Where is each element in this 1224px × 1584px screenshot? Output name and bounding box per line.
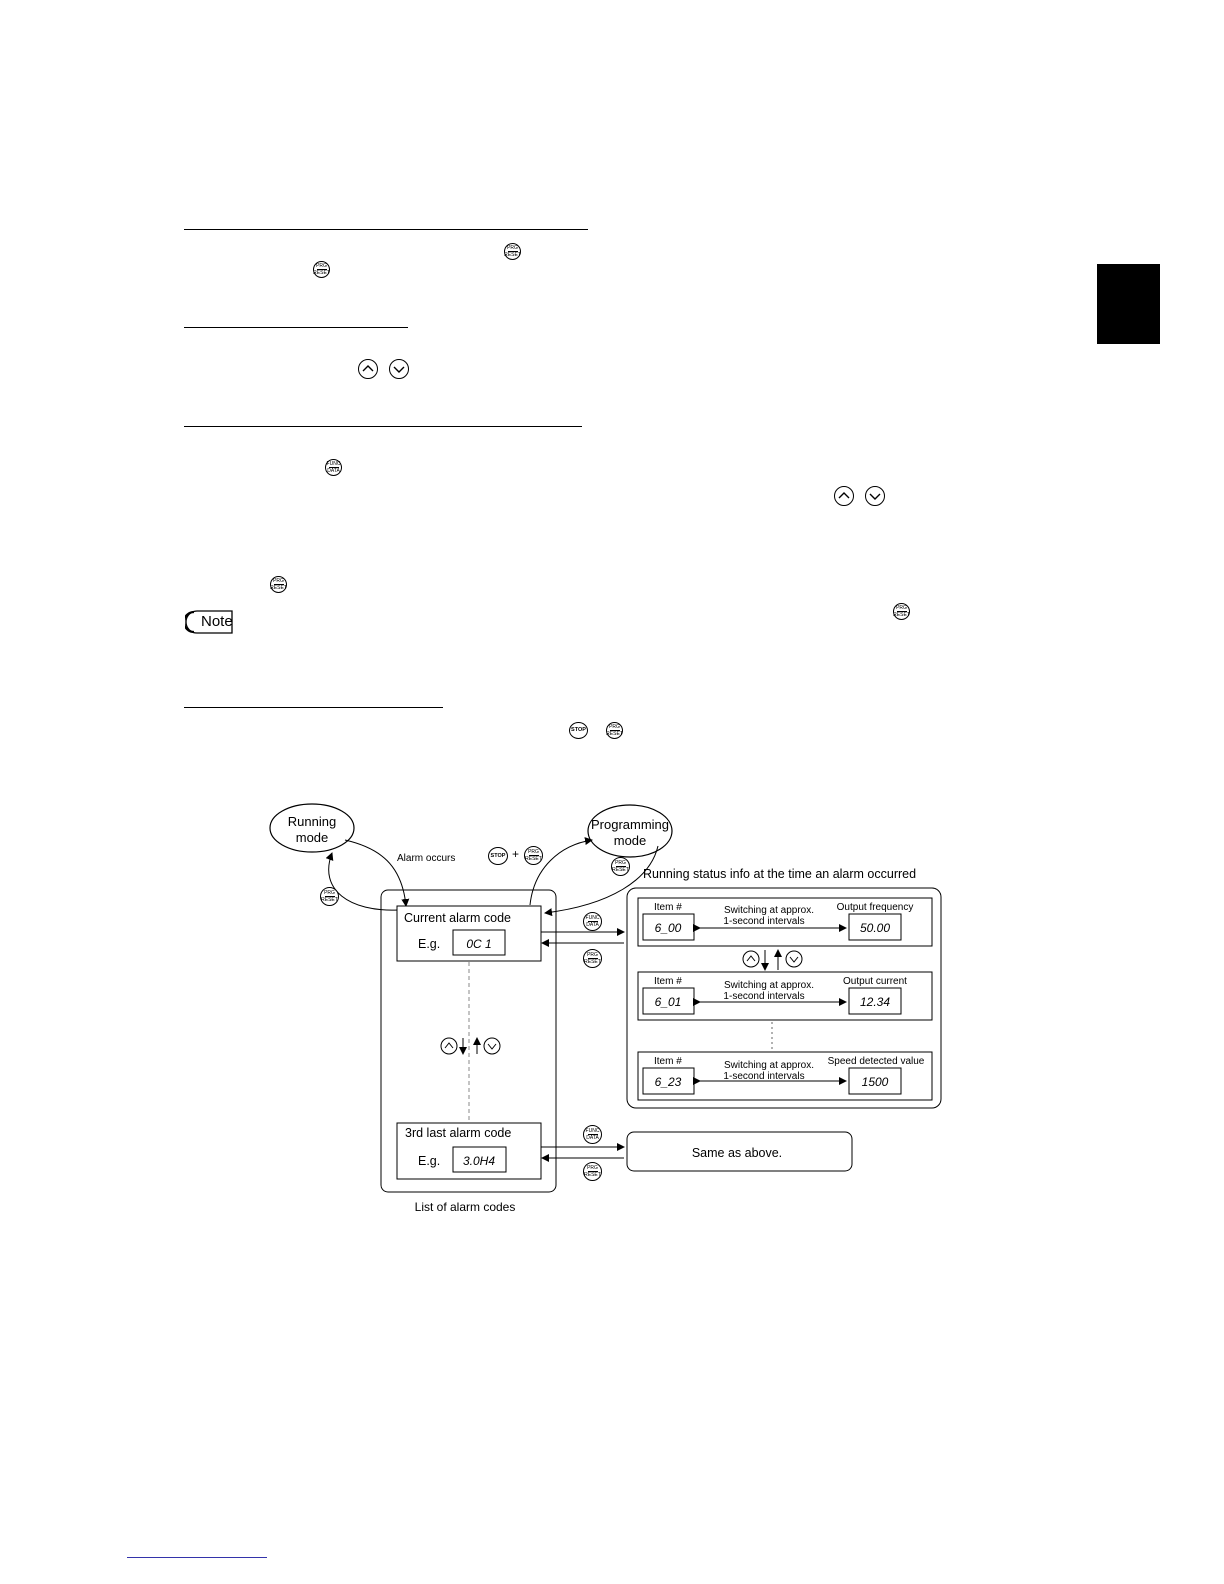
func-data-key-icon: FUNC DATA (583, 912, 602, 931)
prg-reset-key-icon: PRG RESET (524, 846, 543, 865)
alarm-occurs-label: Alarm occurs (397, 853, 456, 864)
status-value: 50.00 (859, 921, 891, 935)
running-mode-label: mode (295, 830, 329, 845)
func-data-key-icon: FUNC DATA (583, 1125, 602, 1144)
programming-mode-label: mode (613, 833, 647, 848)
down-key-icon (484, 1038, 500, 1054)
current-alarm-value: 0C 1 (466, 937, 492, 951)
alarm-list-caption: List of alarm codes (414, 1200, 516, 1214)
value-label: Output frequency (836, 902, 914, 913)
switch-text: Switching at approx. (723, 1060, 815, 1071)
switch-text: 1-second intervals (723, 1071, 805, 1082)
up-key-icon (743, 951, 759, 967)
switch-text: 1-second intervals (723, 991, 805, 1002)
alarm-occurs-arrow (345, 840, 406, 906)
value-label: Output current (843, 976, 907, 987)
item-value: 6_01 (654, 995, 682, 1009)
running-status-title: Running status info at the time an alarm occurred (643, 867, 917, 881)
prg-reset-key-icon: PRG RESET (270, 576, 287, 593)
switch-text: Switching at approx. (723, 980, 815, 991)
status-value: 12.34 (859, 995, 891, 1009)
down-key-icon (786, 951, 802, 967)
programming-mode-label: Programming (590, 817, 670, 832)
running-mode-label: Running (287, 814, 337, 829)
third-alarm-value: 3.0H4 (462, 1154, 496, 1168)
up-key-icon (441, 1038, 457, 1054)
switch-text: Switching at approx. (723, 905, 815, 916)
value-label: Speed detected value (827, 1056, 925, 1067)
footer-link-rule (127, 1557, 267, 1558)
prg-reset-key-icon: PRG RESET (583, 949, 602, 968)
note-label: Note (201, 613, 233, 630)
current-alarm-label: Current alarm code (404, 911, 511, 925)
prg-reset-key-icon: PRG RESET (583, 1162, 602, 1181)
same-as-above-label: Same as above. (691, 1146, 783, 1160)
prg-reset-key-icon: PRG RESET (504, 243, 521, 260)
prg-reset-key-icon: PRG RESET (320, 887, 339, 906)
stop-key-icon: STOP (488, 847, 508, 865)
item-value: 6_23 (654, 1075, 682, 1089)
plus-sign: + (512, 847, 520, 861)
item-label: Item # (654, 902, 682, 913)
current-alarm-eg: E.g. (418, 937, 441, 951)
third-alarm-label: 3rd last alarm code (405, 1126, 512, 1140)
stop-key-icon: STOP (569, 722, 588, 739)
item-value: 6_00 (654, 921, 682, 935)
item-label: Item # (654, 976, 682, 987)
switch-text: 1-second intervals (723, 916, 805, 927)
item-label: Item # (654, 1056, 682, 1067)
prg-reset-key-icon: PRG RESET (893, 603, 910, 620)
prg-reset-key-icon: PRG RESET (611, 857, 630, 876)
prg-reset-key-icon: PRG RESET (606, 722, 623, 739)
third-alarm-eg: E.g. (418, 1154, 441, 1168)
func-data-key-icon: FUNC DATA (325, 459, 342, 476)
prg-reset-key-icon: PRG RESET (313, 261, 330, 278)
status-value: 1500 (861, 1075, 889, 1089)
